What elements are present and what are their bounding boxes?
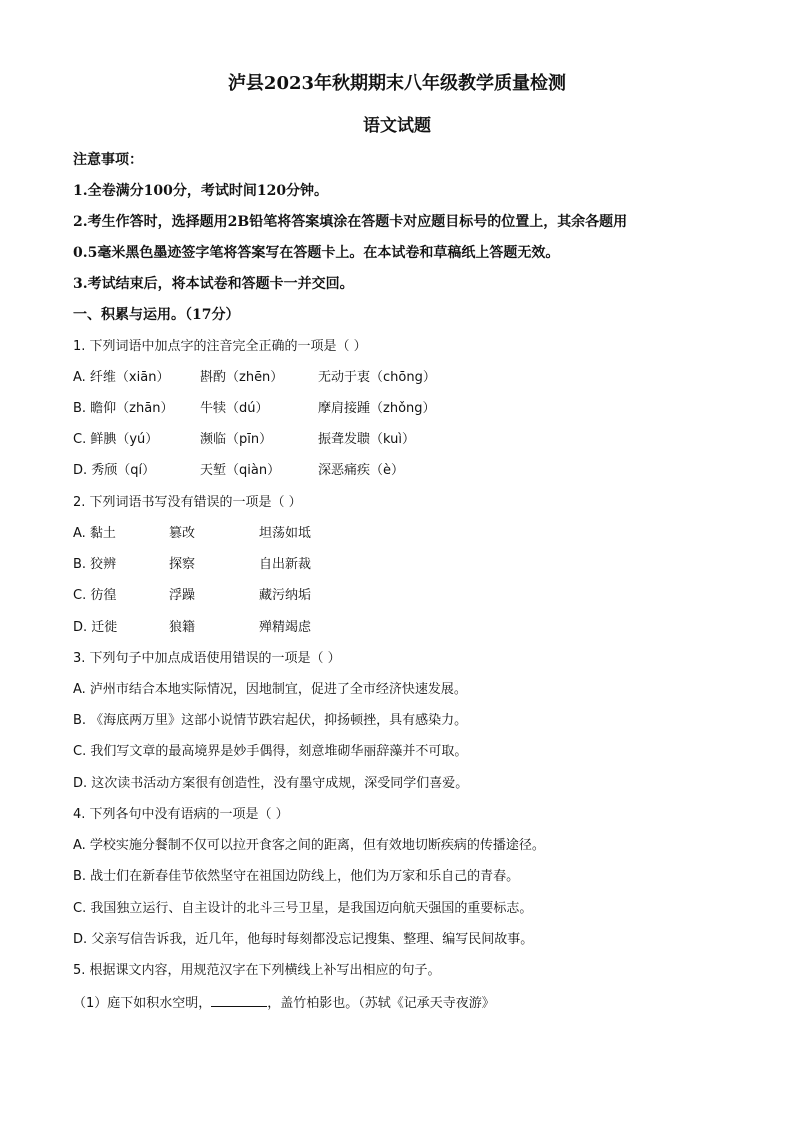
option-cell: C. 彷徨 (73, 588, 117, 603)
option-cell: 振聋发聩（kuì） (318, 432, 415, 447)
fill-in-text-before: （1）庭下如积水空明， (73, 996, 212, 1011)
notice-item: 1.全卷满分100分，考试时间120分钟。 (73, 183, 329, 199)
option-cell: 深恶痛疾（è） (318, 463, 404, 478)
question-stem: 1. 下列词语中加点字的注音完全正确的一项是（ ） (73, 339, 367, 354)
notice-item: 2.考生作答时，选择题用2B铅笔将答案填涂在答题卡对应题目标号的位置上，其余各题用 (73, 214, 628, 230)
option-line: D. 这次读书活动方案很有创造性，没有墨守成规，深受同学们喜爱。 (73, 776, 469, 791)
option-cell: 狼籍 (169, 620, 196, 635)
option-cell: 斟酌（zhēn） (200, 370, 284, 385)
option-line: C. 我们写文章的最高境界是妙手偶得，刻意堆砌华丽辞藻并不可取。 (73, 744, 468, 759)
fill-in-line (73, 994, 495, 1012)
option-cell: 浮躁 (169, 588, 196, 603)
option-cell: 探察 (169, 557, 196, 572)
option-line: A. 学校实施分餐制不仅可以拉开食客之间的距离，但有效地切断疾病的传播途径。 (73, 838, 545, 853)
option-cell: A. 黏土 (73, 526, 116, 541)
option-cell: A. 纤维（xiān） (73, 370, 170, 385)
option-cell: B. 瞻仰（zhān） (73, 401, 174, 416)
option-cell: 摩肩接踵（zhǒng） (318, 401, 436, 416)
option-line: B. 战士们在新春佳节依然坚守在祖国边防线上，他们为万家和乐自己的青春。 (73, 869, 520, 884)
question-stem: 5. 根据课文内容，用规范汉字在下列横线上补写出相应的句子。 (73, 963, 441, 978)
option-cell: C. 鲜腆（yú） (73, 432, 159, 447)
option-cell: B. 狡辨 (73, 557, 117, 572)
question-stem: 4. 下列各句中没有语病的一项是（ ） (73, 807, 289, 822)
option-cell: 无动于衷（chōng） (318, 370, 436, 385)
fill-in-text-after: ，盖竹柏影也。（苏轼《记承天寺夜游》 (267, 996, 495, 1011)
option-cell: 藏污纳垢 (259, 588, 312, 603)
option-line: A. 泸州市结合本地实际情况，因地制宜，促进了全市经济快速发展。 (73, 682, 467, 697)
option-cell: 殚精竭虑 (259, 620, 312, 635)
option-cell: 天堑（qiàn） (200, 463, 281, 478)
notice-item: 0.5毫米黑色墨迹签字笔将答案写在答题卡上。在本试卷和草稿纸上答题无效。 (73, 245, 560, 261)
option-cell: 自出新裁 (259, 557, 312, 572)
question-stem: 3. 下列句子中加点成语使用错误的一项是（ ） (73, 651, 341, 666)
option-cell: D. 秀颀（qí） (73, 463, 156, 478)
notice-heading: 注意事项： (73, 152, 143, 168)
option-cell: 牛犊（dú） (200, 401, 269, 416)
option-line: D. 父亲写信告诉我，近几年，他每时每刻都没忘记搜集、整理、编写民间故事。 (73, 932, 534, 947)
page-subtitle: 语文试题 (363, 116, 431, 136)
section-heading: 一、积累与运用。（17分） (73, 307, 240, 323)
question-stem: 2. 下列词语书写没有错误的一项是（ ） (73, 495, 302, 510)
option-cell: 篡改 (169, 526, 196, 541)
answer-blank[interactable] (211, 994, 267, 1007)
option-cell: 坦荡如坻 (259, 526, 312, 541)
option-line: C. 我国独立运行、自主设计的北斗三号卫星，是我国迈向航天强国的重要标志。 (73, 901, 533, 916)
option-cell: 濒临（pīn） (200, 432, 273, 447)
notice-item: 3.考试结束后，将本试卷和答题卡一并交回。 (73, 276, 354, 292)
option-line: B. 《海底两万里》这部小说情节跌宕起伏，抑扬顿挫，具有感染力。 (73, 713, 468, 728)
option-cell: D. 迁徙 (73, 620, 118, 635)
page-title: 泸县2023年秋期期末八年级教学质量检测 (227, 73, 567, 94)
